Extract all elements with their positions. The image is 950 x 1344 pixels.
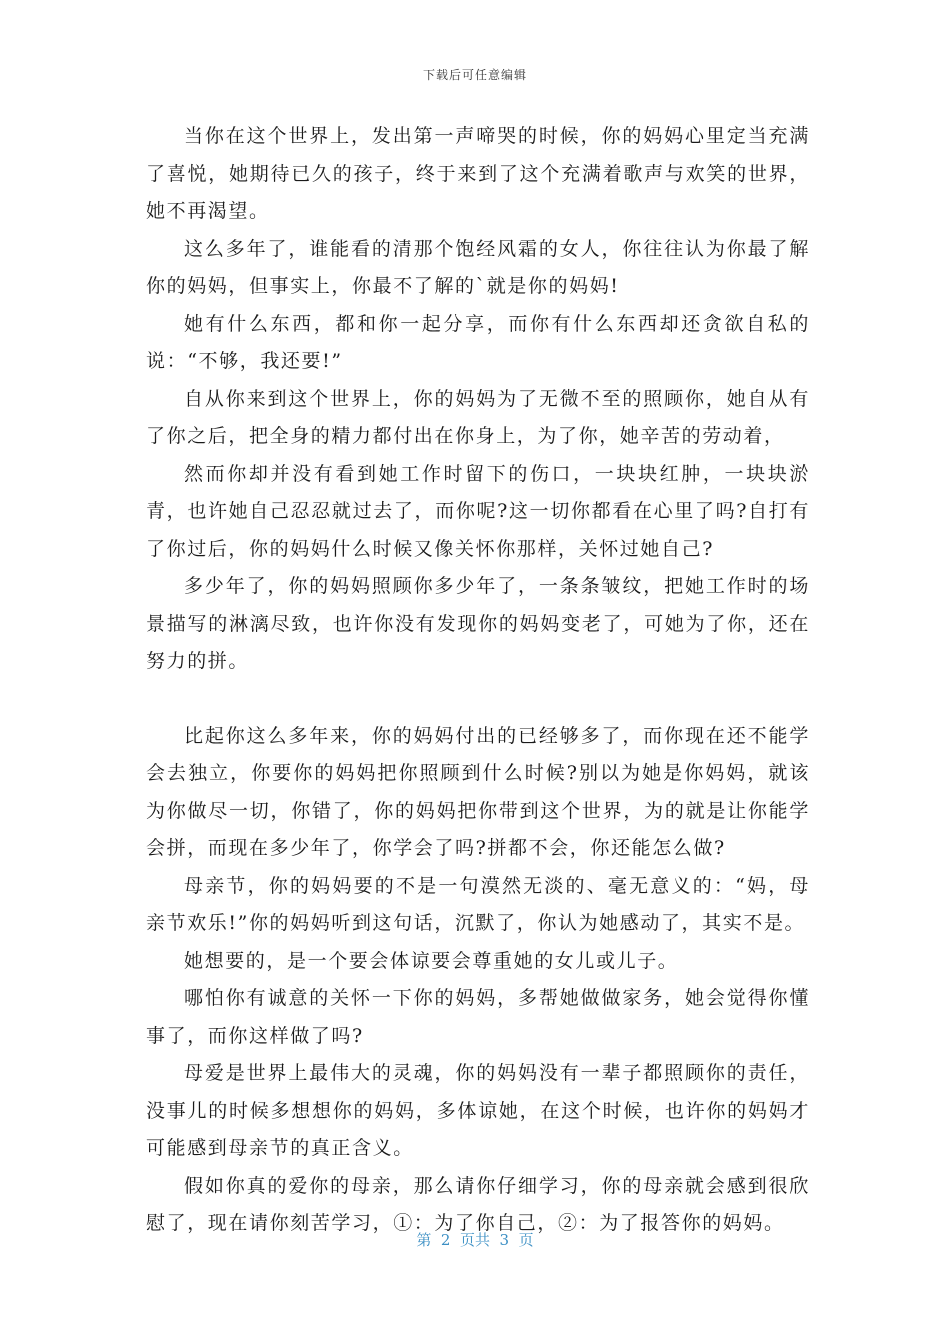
paragraph-6: 多少年了，你的妈妈照顾你多少年了，一条条皱纹，把她工作时的场景描写的淋漓尽致，也许你没有发现你的妈妈变老了，可她为了你，还在努力的拼。 (146, 575, 810, 672)
paragraph-2: 这么多年了，谁能看的清那个饱经风霜的女人，你往往认为你最了解你的妈妈，但事实上，你最不了解的`就是你的妈妈! (146, 237, 810, 297)
page-footer: 第 2 页共 3 页 (416, 1231, 534, 1249)
paragraph-8: 母亲节，你的妈妈要的不是一句漠然无淡的、毫无意义的：“妈，母亲节欢乐!”你的妈妈听到这句话，沉默了，你认为她感动了，其实不是。 (146, 874, 810, 934)
paragraph-7: 比起你这么多年来，你的妈妈付出的已经够多了，而你现在还不能学会去独立，你要你的妈妈把你照顾到什么时候?别以为她是你妈妈，就该为你做尽一切，你错了，你的妈妈把你带到这个世界，为的就是让你能学会拼，而现在多少年了，你学会了吗?拼都不会，你还能怎么做? (146, 724, 810, 859)
paragraph-9: 她想要的，是一个要会体谅要会尊重她的女儿或儿子。 (184, 949, 679, 972)
page-header: 下载后可任意编辑 (422, 68, 527, 82)
paragraph-10: 哪怕你有诚意的关怀一下你的妈妈，多帮她做做家务，她会觉得你懂事了，而你这样做了吗? (146, 987, 810, 1047)
paragraph-5: 然而你却并没有看到她工作时留下的伤口，一块块红肿，一块块淤青，也许她自己忍忍就过去了，而你呢?这一切你都看在心里了吗?自打有了你过后，你的妈妈什么时候又像关怀你那样，关怀过她自己? (146, 462, 810, 560)
paragraph-12: 假如你真的爱你的母亲，那么请你仔细学习，你的母亲就会感到很欣慰了，现在请你刻苦学习，①：为了你自己，②：为了报答你的妈妈。 (146, 1174, 810, 1234)
paragraph-4: 自从你来到这个世界上，你的妈妈为了无微不至的照顾你，她自从有了你之后，把全身的精力都付出在你身上，为了你，她辛苦的劳动着， (146, 387, 810, 447)
paragraph-3: 她有什么东西，都和你一起分享，而你有什么东西却还贪欲自私的说：“不够，我还要!” (146, 312, 810, 372)
paragraph-1: 当你在这个世界上，发出第一声啼哭的时候，你的妈妈心里定当充满了喜悦，她期待已久的孩子，终于来到了这个充满着歌声与欢笑的世界，她不再渴望。 (146, 125, 810, 222)
document-body (146, 118, 810, 1243)
paragraph-11: 母爱是世界上最伟大的灵魂，你的妈妈没有一辈子都照顾你的责任，没事儿的时候多想想你的妈妈，多体谅她，在这个时候，也许你的妈妈才可能感到母亲节的真正含义。 (146, 1062, 810, 1159)
